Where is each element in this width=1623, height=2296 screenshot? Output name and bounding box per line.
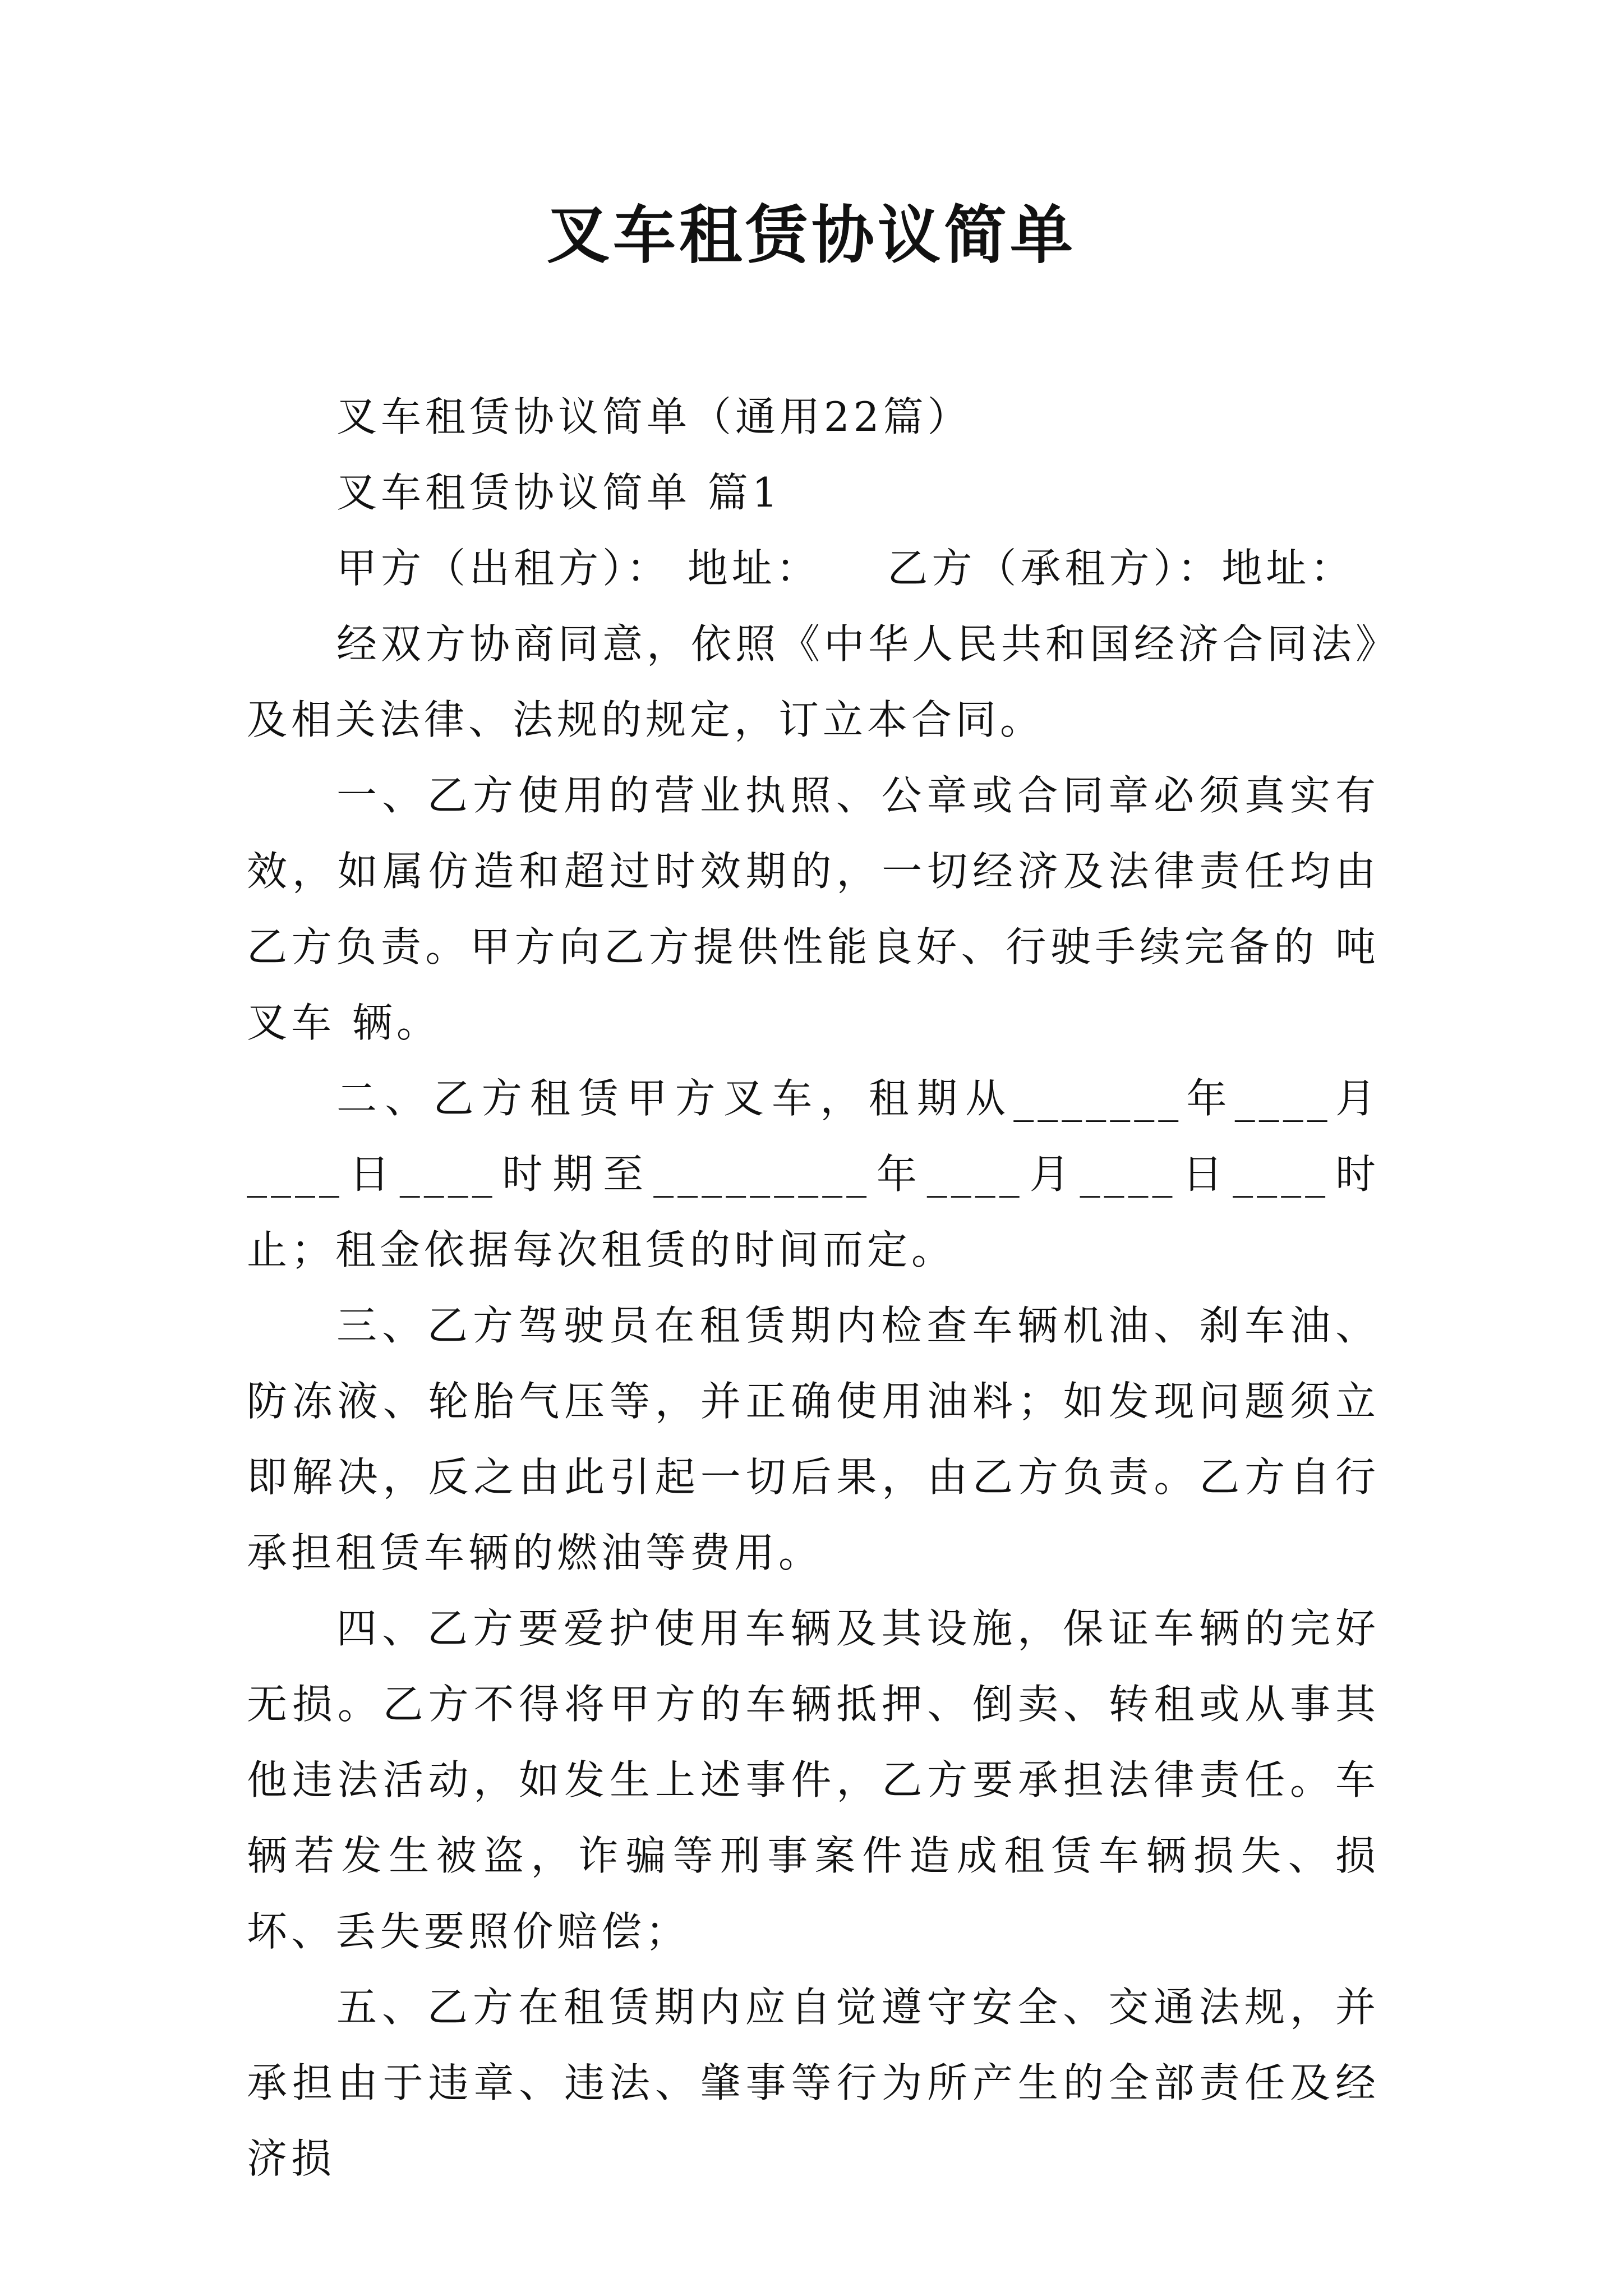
paragraph-clause-2: 二、乙方租赁甲方叉车，租期从_______年____月____日____时期至_________年____月____日____时止；租金依据每次租赁的时间而定。: [247, 1075, 1380, 1273]
document-body: [247, 379, 1380, 2197]
paragraph-clause-4: 四、乙方要爱护使用车辆及其设施，保证车辆的完好无损。乙方不得将甲方的车辆抵押、倒卖、转租或从事其他违法活动，如发生上述事件，乙方要承担法律责任。车辆若发生被盗，诈骗等刑事案件造成租赁车辆损失、损坏、丢失要照价赔偿；: [247, 1605, 1380, 1955]
paragraph-clause-5: 五、乙方在租赁期内应自觉遵守安全、交通法规，并承担由于违章、违法、肇事等行为所产生的全部责任及经济损: [247, 1984, 1380, 2182]
paragraph-subtitle: 叉车租赁协议简单（通用22篇）: [336, 393, 972, 440]
paragraph-section-heading: 叉车租赁协议简单 篇1: [336, 469, 782, 516]
document-title: 叉车租赁协议简单: [547, 199, 1076, 272]
paragraph-parties: 甲方（出租方）： 地址： 乙方（承租方）：地址：: [336, 545, 1355, 592]
paragraph-preamble: 经双方协商同意，依照《中华人民共和国经济合同法》及相关法律、法规的规定，订立本合同。: [247, 620, 1380, 743]
paragraph-clause-3: 三、乙方驾驶员在租赁期内检查车辆机油、刹车油、防冻液、轮胎气压等，并正确使用油料；如发现问题须立即解决，反之由此引起一切后果，由乙方负责。乙方自行承担租赁车辆的燃油等费用。: [247, 1302, 1380, 1576]
paragraph-clause-1: 一、乙方使用的营业执照、公章或合同章必须真实有效，如属仿造和超过时效期的，一切经济及法律责任均由乙方负责。甲方向乙方提供性能良好、行驶手续完备的 吨叉车 辆。: [247, 772, 1380, 1046]
